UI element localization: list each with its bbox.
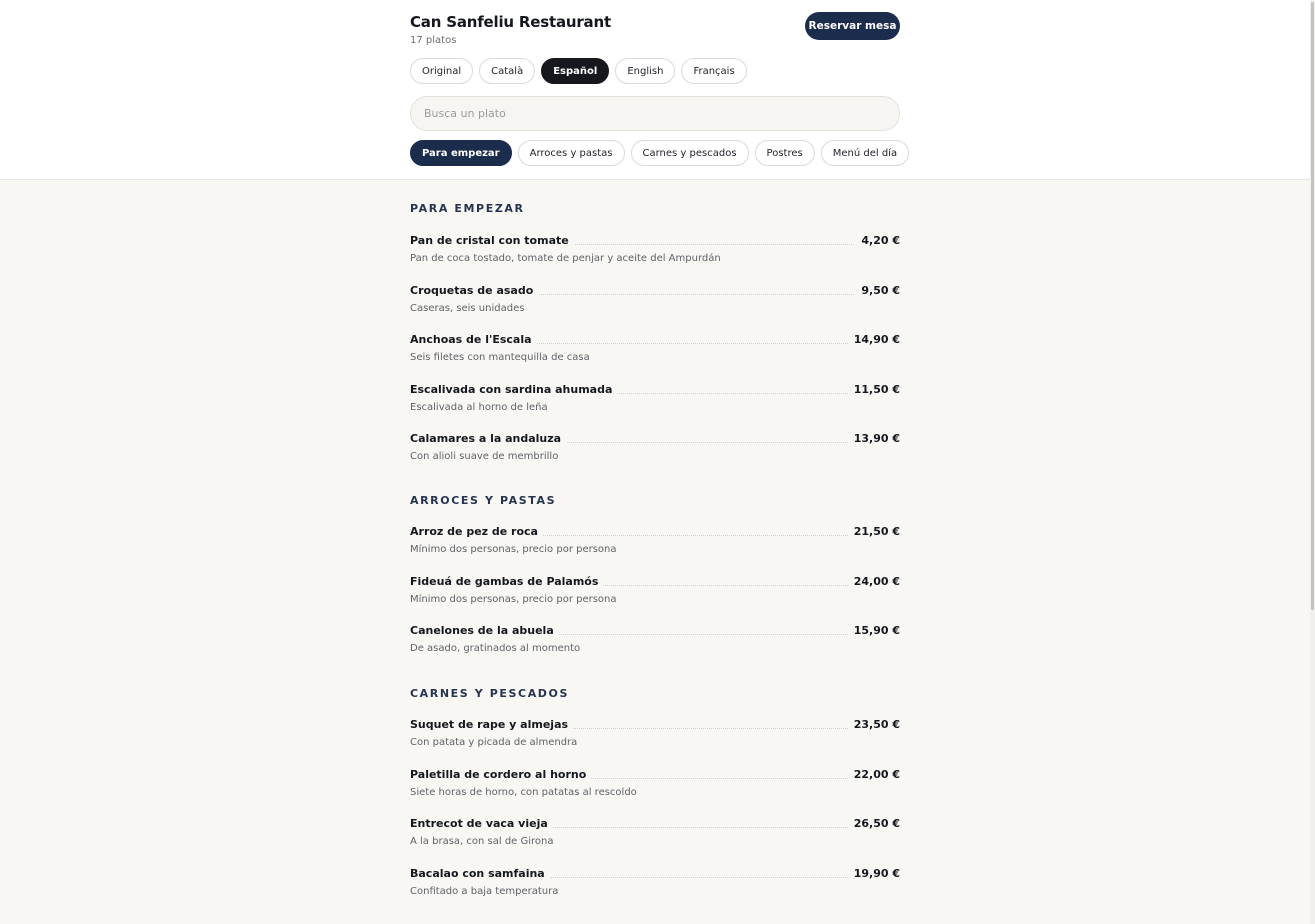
- tab-menu-del-dia[interactable]: Menú del día: [821, 140, 909, 166]
- dish-price: 4,20 €: [855, 234, 900, 247]
- list-item[interactable]: [410, 525, 900, 575]
- dish-price: 13,90 €: [848, 432, 900, 445]
- section-title: CARNES Y PESCADOS: [410, 687, 570, 700]
- tab-arroces-y-pastas[interactable]: Arroces y pastas: [518, 140, 625, 166]
- dish-name: Escalivada con sardina ahumada: [410, 383, 617, 396]
- dish-description: Siete horas de horno, con patatas al rescoldo: [410, 786, 637, 798]
- dish-price: 22,00 €: [848, 768, 900, 781]
- section-arroces-y-pastas: [410, 494, 900, 654]
- list-item[interactable]: [410, 575, 900, 625]
- dish-price: 11,50 €: [848, 383, 900, 396]
- dish-name: Paletilla de cordero al horno: [410, 768, 591, 781]
- tab-carnes-y-pescados[interactable]: Carnes y pescados: [631, 140, 749, 166]
- dish-name: Calamares a la andaluza: [410, 432, 566, 445]
- dish-price: 19,90 €: [848, 867, 900, 880]
- scrollbar-thumb[interactable]: [1311, 2, 1314, 610]
- list-item[interactable]: [410, 432, 900, 482]
- dish-price: 9,50 €: [855, 284, 900, 297]
- dish-description: Con alioli suave de membrillo: [410, 451, 559, 462]
- list-item[interactable]: [410, 284, 900, 334]
- section-title: PARA EMPEZAR: [410, 202, 525, 215]
- dish-name: Bacalao con samfaina: [410, 867, 550, 880]
- dish-name: Arroz de pez de roca: [410, 525, 543, 538]
- lang-catala[interactable]: Català: [479, 58, 535, 84]
- dish-description: Caseras, seis unidades: [410, 302, 525, 314]
- dish-description: Seis filetes con mantequilla de casa: [410, 352, 590, 363]
- dish-description: Con patata y picada de almendra: [410, 737, 578, 748]
- dish-name: Entrecot de vaca vieja: [410, 817, 553, 830]
- header-content: [410, 0, 900, 180]
- dish-price: 26,50 €: [848, 817, 900, 830]
- dish-price: 24,00 €: [848, 575, 900, 588]
- dish-description: De asado, gratinados al momento: [410, 643, 581, 654]
- dish-price: 14,90 €: [848, 333, 900, 346]
- lang-english[interactable]: English: [615, 58, 675, 84]
- tab-postres[interactable]: Postres: [755, 140, 815, 166]
- section-title: ARROCES Y PASTAS: [410, 494, 557, 507]
- dish-price: 15,90 €: [848, 624, 900, 637]
- reserve-table-button[interactable]: Reservar mesa: [805, 12, 900, 40]
- section-para-empezar: [410, 202, 900, 462]
- dish-price: 23,50 €: [848, 718, 900, 731]
- tab-para-empezar[interactable]: Para empezar: [410, 140, 512, 166]
- scrollbar[interactable]: [1310, 0, 1315, 924]
- lang-francais[interactable]: Français: [681, 58, 746, 84]
- category-tabs: [410, 140, 909, 166]
- list-item[interactable]: [410, 718, 900, 768]
- search-input[interactable]: [410, 96, 900, 131]
- lang-espanol[interactable]: Español: [541, 58, 609, 84]
- dish-name: Fideuá de gambas de Palamós: [410, 575, 603, 588]
- dish-count: 17 platos: [410, 35, 457, 46]
- list-item[interactable]: [410, 624, 900, 674]
- dish-name: Canelones de la abuela: [410, 624, 559, 637]
- list-item[interactable]: [410, 768, 900, 818]
- list-item[interactable]: [410, 867, 900, 917]
- dish-description: Pan de coca tostado, tomate de penjar y aceite del Ampurdán: [410, 253, 721, 264]
- dish-description: A la brasa, con sal de Girona: [410, 836, 554, 847]
- dish-name: Anchoas de l'Escala: [410, 333, 537, 346]
- list-item[interactable]: [410, 333, 900, 383]
- header: [0, 0, 1310, 180]
- dish-description: Confitado a baja temperatura: [410, 885, 559, 897]
- lang-original[interactable]: Original: [410, 58, 473, 84]
- dish-description: Mínimo dos personas, precio por persona: [410, 544, 617, 555]
- dish-description: Mínimo dos personas, precio por persona: [410, 593, 617, 605]
- dish-name: Pan de cristal con tomate: [410, 234, 574, 247]
- dish-name: Suquet de rape y almejas: [410, 718, 573, 731]
- dish-name: Croquetas de asado: [410, 284, 538, 297]
- dish-price: 21,50 €: [848, 525, 900, 538]
- restaurant-title: Can Sanfeliu Restaurant: [410, 13, 611, 31]
- dish-description: Escalivada al horno de leña: [410, 401, 548, 413]
- list-item[interactable]: [410, 817, 900, 867]
- list-item[interactable]: [410, 383, 900, 433]
- language-selector: [410, 58, 747, 84]
- section-carnes-y-pescados: [410, 687, 900, 897]
- list-item[interactable]: [410, 234, 900, 284]
